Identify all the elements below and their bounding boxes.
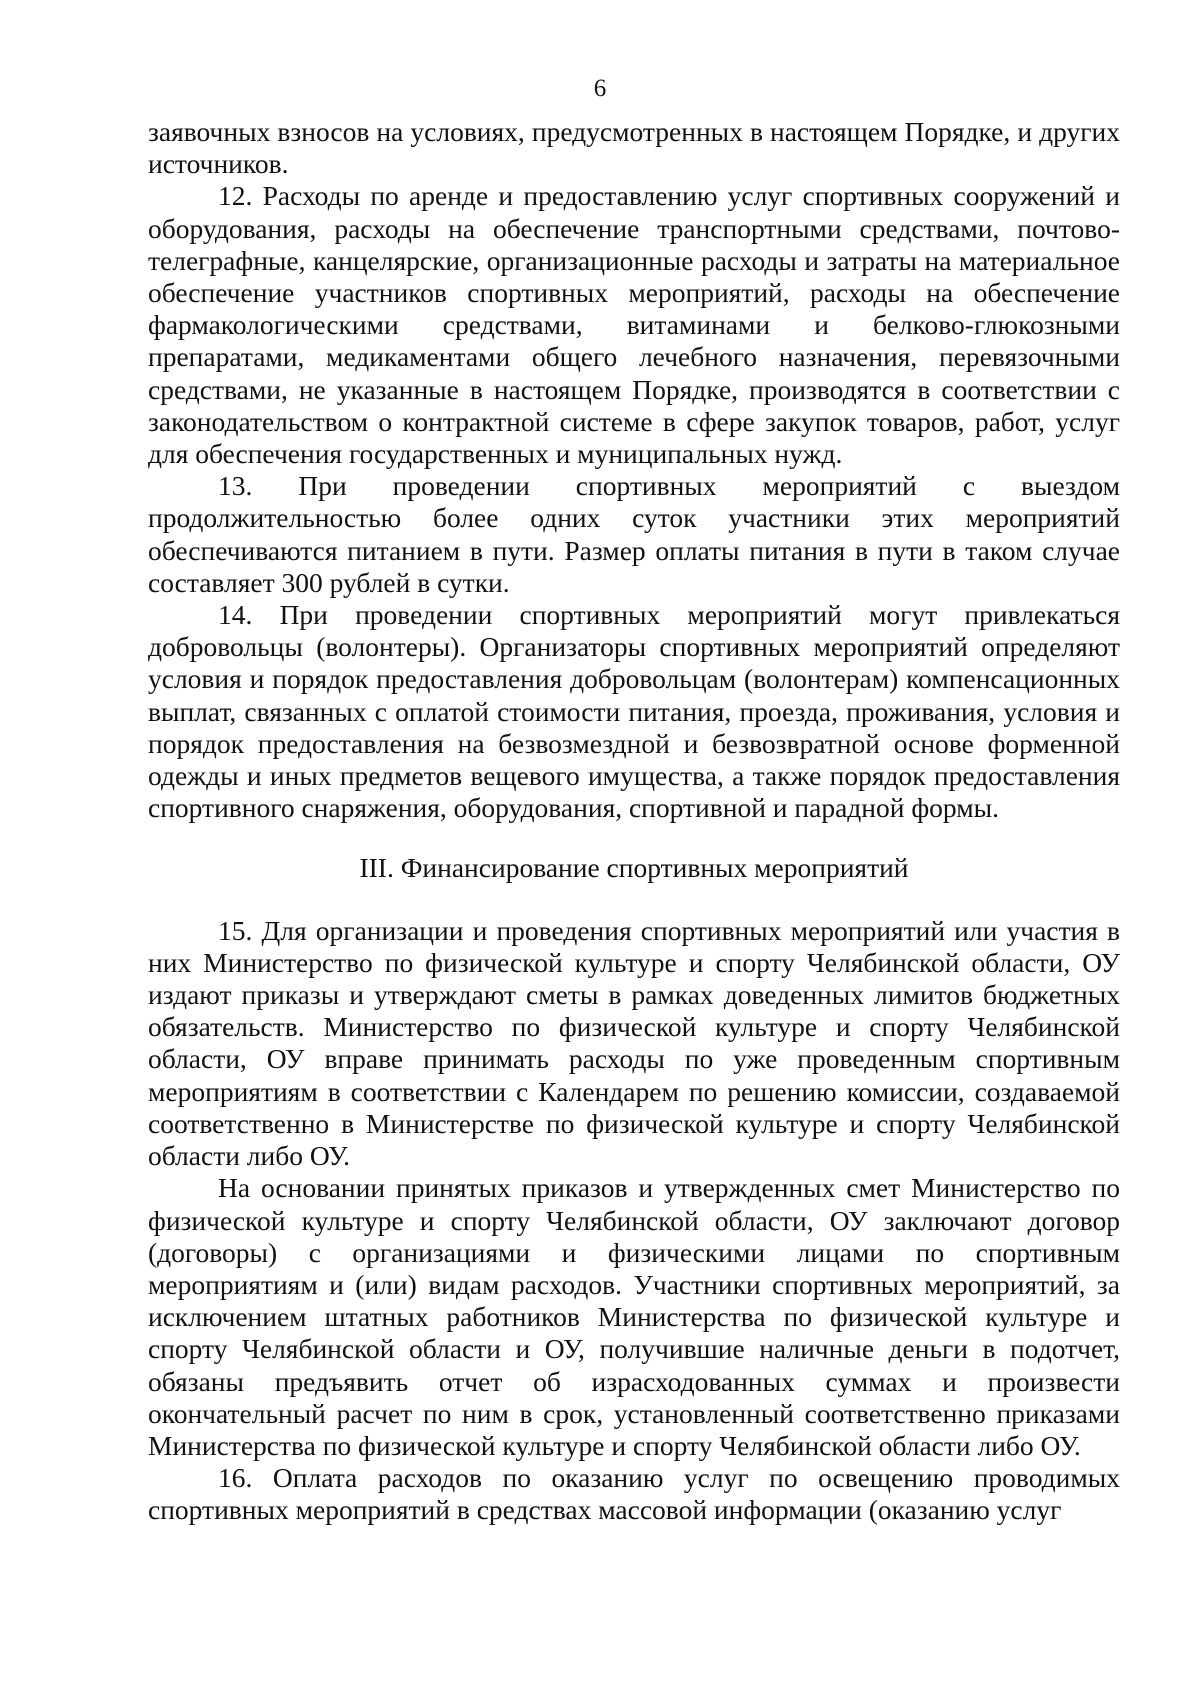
page-number: 6 bbox=[593, 75, 607, 102]
document-body bbox=[148, 116, 1120, 1527]
paragraph-15-continued: На основании принятых приказов и утвержденных смет Министерство по физической культуре и спорту Челябинской области, ОУ заключают договор (договоры) с организациями и физическими лицами по спортивным мероприятиям и (или) видам расходов. Участники спортивных мероприятий, за исключением штатных работников Министерства по физической культуре и спорту Челябинской области и ОУ, получившие наличные деньги в подотчет, обязаны предъявить отчет об израсходованных суммах и произвести окончательный расчет по ним в срок, установленный соответственно приказами Министерства по физической культуре и спорту Челябинской области либо ОУ. bbox=[148, 1172, 1120, 1461]
paragraph-continuation: заявочных взносов на условиях, предусмотренных в настоящем Порядке, и других источников. bbox=[148, 116, 1120, 180]
paragraph-16: 16. Оплата расходов по оказанию услуг по освещению проводимых спортивных мероприятий в средствах массовой информации (оказанию услуг bbox=[148, 1462, 1120, 1526]
paragraph-12: 12. Расходы по аренде и предоставлению услуг спортивных сооружений и оборудования, расходы на обеспечение транспортными средствами, почтово-телеграфные, канцелярские, организационные расходы и затраты на материальное обеспечение участников спортивных мероприятий, расходы на обеспечение фармакологическими средствами, витаминами и белково-глюкозными препаратами, медикаментами общего лечебного назначения, перевязочными средствами, не указанные в настоящем Порядке, производятся в соответствии с законодательством о контрактной системе в сфере закупок товаров, работ, услуг для обеспечения государственных и муниципальных нужд. bbox=[148, 180, 1120, 470]
paragraph-15: 15. Для организации и проведения спортивных мероприятий или участия в них Министерство по физической культуре и спорту Челябинской области, ОУ издают приказы и утверждают сметы в рамках доведенных лимитов бюджетных обязательств. Министерство по физической культуре и спорту Челябинской области, ОУ вправе принимать расходы по уже проведенным спортивным мероприятиям в соответствии с Календарем по решению комиссии, создаваемой соответственно в Министерстве по физической культуре и спорту Челябинской области либо ОУ. bbox=[148, 914, 1120, 1172]
paragraph-13: 13. При проведении спортивных мероприятий с выездом продолжительностью более одних суток участники этих мероприятий обеспечиваются питанием в пути. Размер оплаты питания в пути в таком случае составляет 300 рублей в сутки. bbox=[148, 470, 1120, 598]
section-heading: III. Финансирование спортивных мероприятий bbox=[359, 852, 909, 884]
paragraph-14: 14. При проведении спортивных мероприятий могут привлекаться добровольцы (волонтеры). Организаторы спортивных мероприятий определяют условия и порядок предоставления добровольцам (волонтерам) компенсационных выплат, связанных с оплатой стоимости питания, проезда, проживания, условия и порядок предоставления на безвозмездной и безвозвратной основе форменной одежды и иных предметов вещевого имущества, а также порядок предоставления спортивного снаряжения, оборудования, спортивной и парадной формы. bbox=[148, 599, 1120, 824]
